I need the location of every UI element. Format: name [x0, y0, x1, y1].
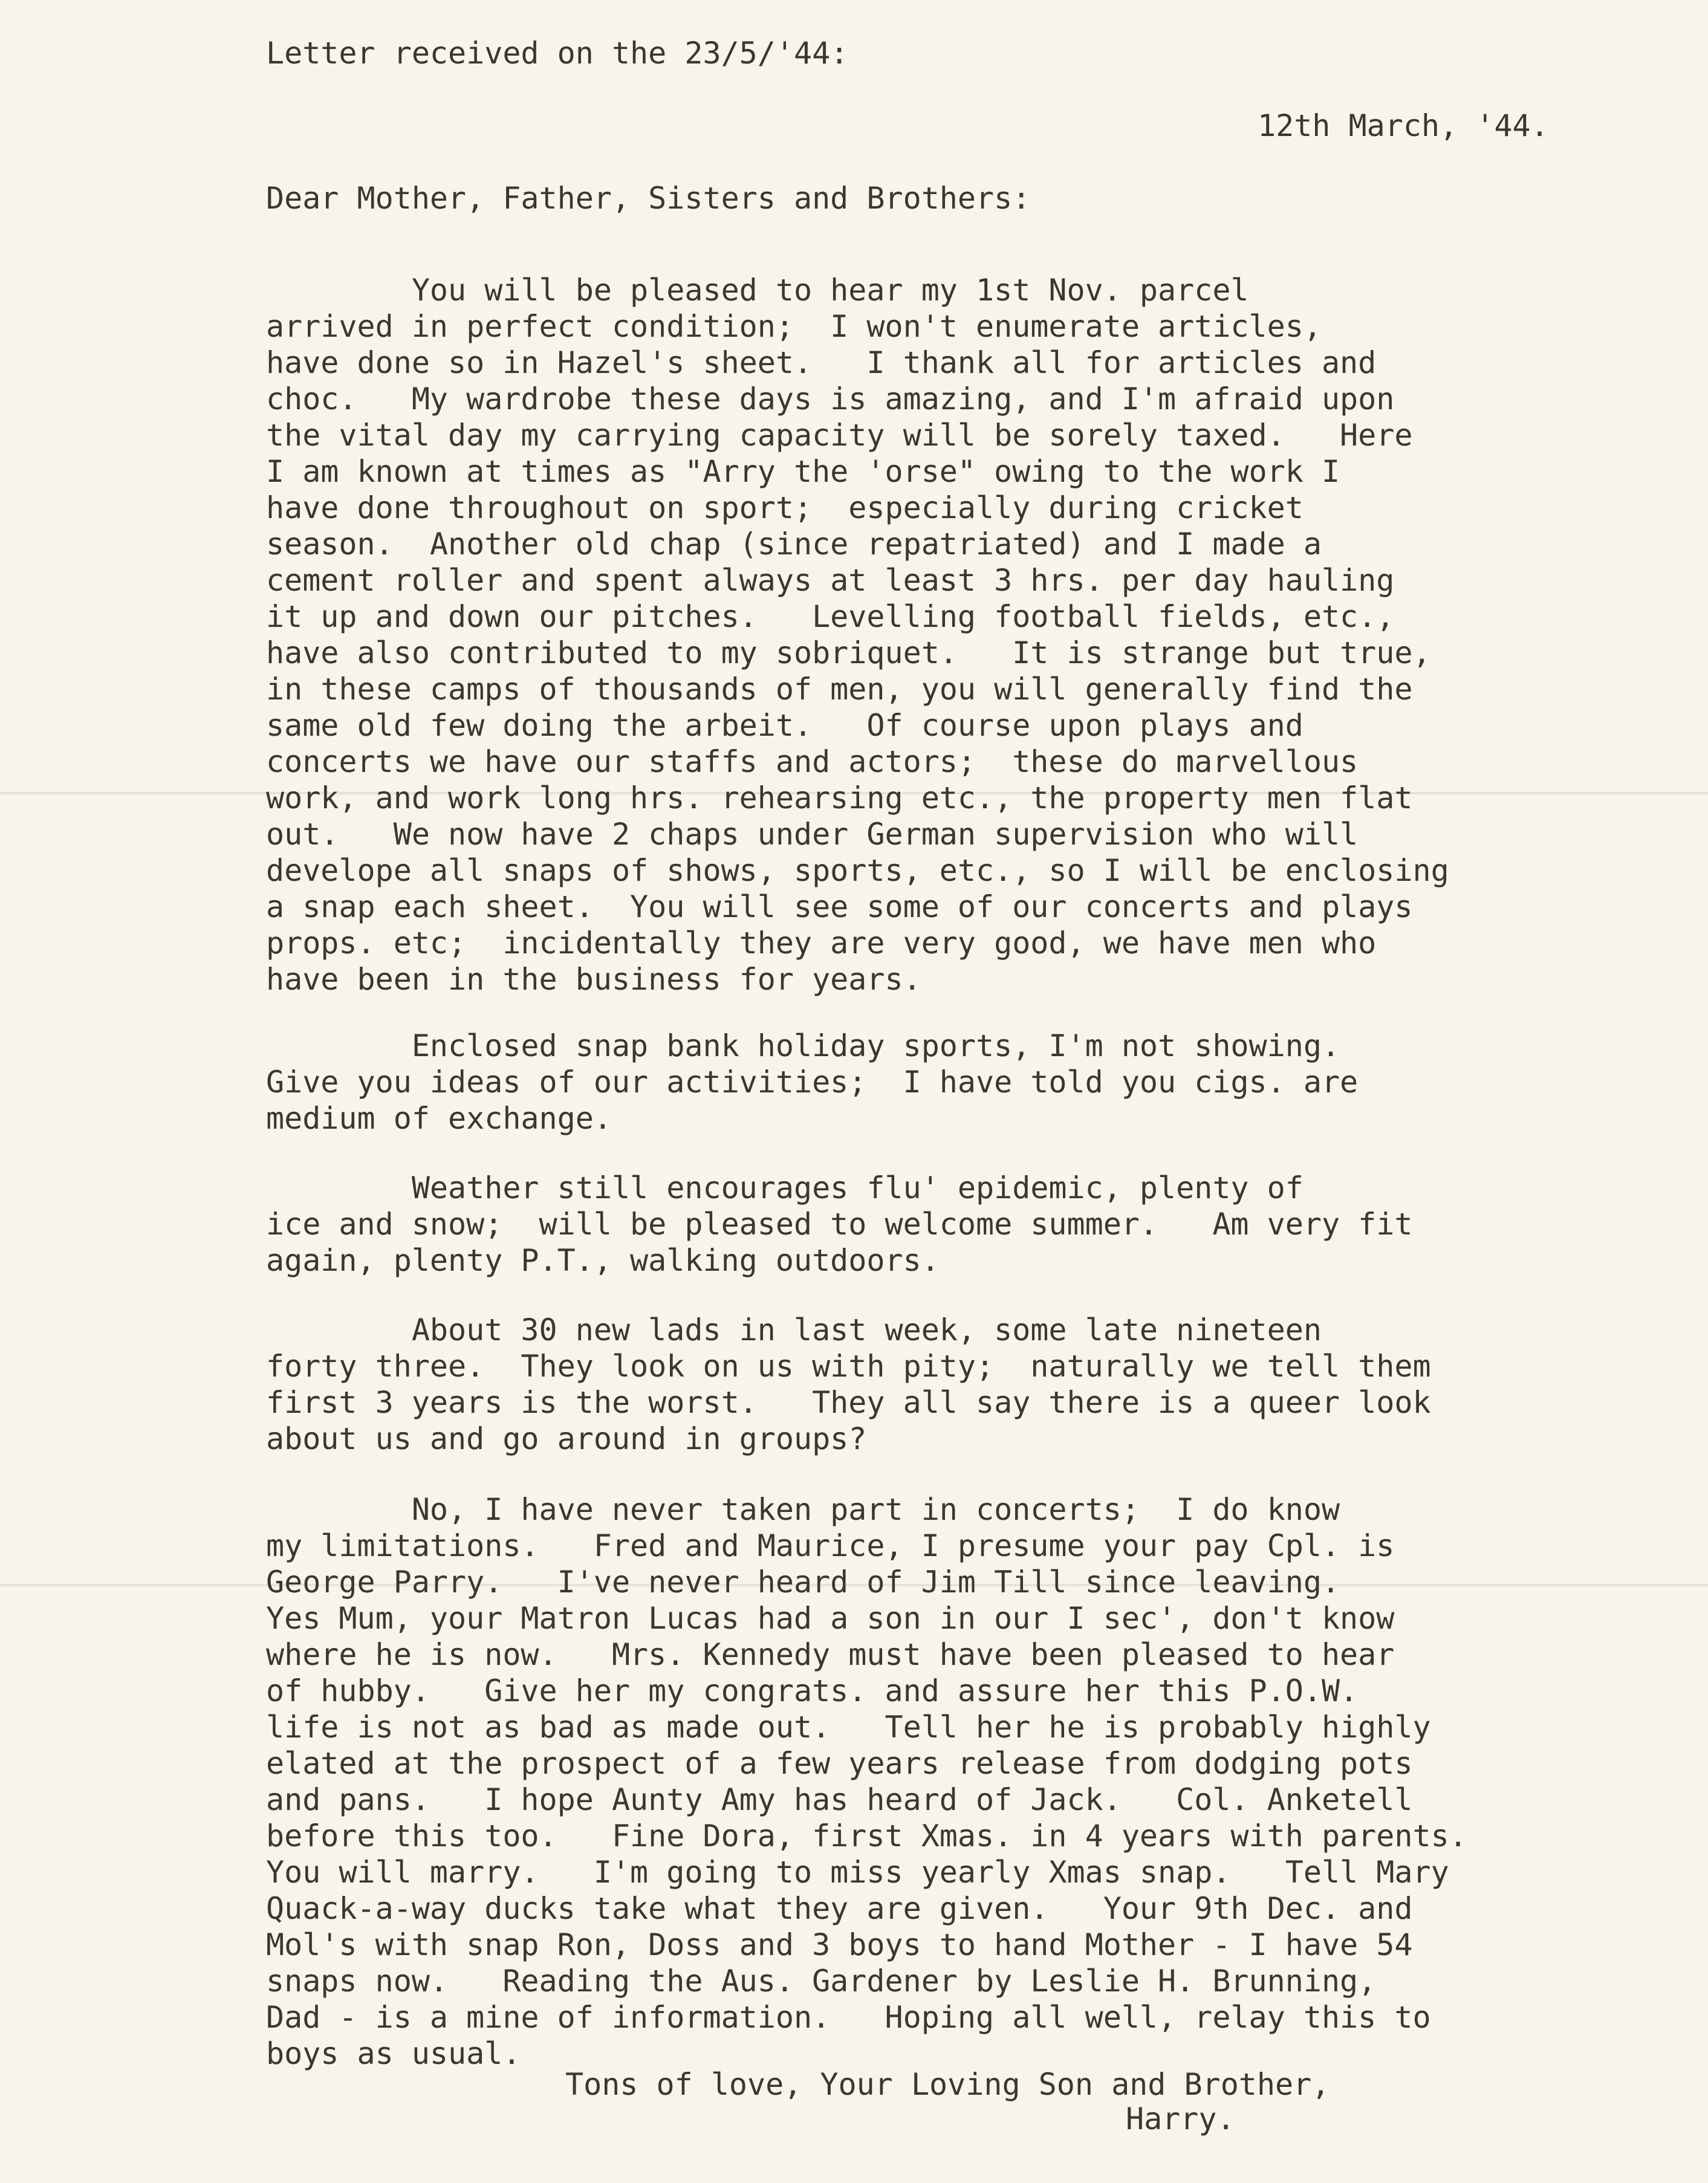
paragraph-1 — [266, 272, 1449, 997]
text-line: medium of exchange. — [266, 1101, 612, 1136]
text-line: it up and down our pitches. Levelling football fields, etc., — [266, 599, 1395, 634]
paragraph-5 — [266, 1491, 1467, 2072]
paragraph-2 — [266, 1028, 1358, 1137]
paragraph-3 — [266, 1170, 1412, 1279]
text-line: before this too. Fine Dora, first Xmas. in 4 years with parents. — [266, 1818, 1467, 1854]
text-line: arrived in perfect condition; I won't enumerate articles, — [266, 309, 1322, 344]
text-line: You will marry. I'm going to miss yearly Xmas snap. Tell Mary — [266, 1855, 1449, 1890]
text-line: forty three. They look on us with pity; naturally we tell them — [266, 1349, 1431, 1384]
text-line: about us and go around in groups? — [266, 1421, 867, 1456]
text-line: choc. My wardrobe these days is amazing, and I'm afraid upon — [266, 381, 1395, 417]
text-line: in these camps of thousands of men, you will generally find the — [266, 672, 1413, 707]
text-line: Weather still encourages flu' epidemic, plenty of — [266, 1170, 1304, 1205]
text-line: boys as usual. — [266, 2036, 521, 2071]
text-line: have been in the business for years. — [266, 962, 921, 997]
letter-date: 12th March, '44. — [1258, 108, 1549, 143]
text-line: where he is now. Mrs. Kennedy must have been pleased to hear — [266, 1637, 1395, 1672]
text-line: snaps now. Reading the Aus. Gardener by Leslie H. Brunning, — [266, 1964, 1377, 1999]
text-line: work, and work long hrs. rehearsing etc., the property men flat — [266, 780, 1413, 816]
text-line: of hubby. Give her my congrats. and assure her this P.O.W. — [266, 1673, 1359, 1708]
text-line: have done throughout on sport; especially during cricket — [266, 490, 1304, 525]
text-line: life is not as bad as made out. Tell her he is probably highly — [266, 1710, 1431, 1745]
text-line: develope all snaps of shows, sports, etc., so I will be enclosing — [266, 853, 1449, 888]
text-line: props. etc; incidentally they are very good, we have men who — [266, 926, 1377, 961]
text-line: About 30 new lads in last week, some late nineteen — [266, 1312, 1322, 1348]
text-line: my limitations. Fred and Maurice, I presume your pay Cpl. is — [266, 1528, 1395, 1563]
signature: Harry. — [1126, 2101, 1235, 2136]
text-line: I am known at times as "Arry the 'orse" owing to the work I — [266, 454, 1340, 489]
received-line: Letter received on the 23/5/'44: — [266, 36, 849, 71]
text-line: Quack-a-way ducks take what they are given. Your 9th Dec. and — [266, 1891, 1413, 1926]
text-line: a snap each sheet. You will see some of our concerts and plays — [266, 889, 1413, 924]
text-line: Mol's with snap Ron, Doss and 3 boys to hand Mother - I have 54 — [266, 1927, 1413, 1962]
text-line: again, plenty P.T., walking outdoors. — [266, 1243, 940, 1278]
text-line: and pans. I hope Aunty Amy has heard of Jack. Col. Anketell — [266, 1782, 1413, 1817]
salutation: Dear Mother, Father, Sisters and Brothers: — [266, 181, 1031, 216]
text-line: the vital day my carrying capacity will be sorely taxed. Here — [266, 418, 1413, 453]
text-line: cement roller and spent always at least 3 hrs. per day hauling — [266, 563, 1395, 598]
text-line: You will be pleased to hear my 1st Nov. parcel — [266, 273, 1249, 308]
text-line: Give you ideas of our activities; I have told you cigs. are — [266, 1065, 1359, 1100]
text-line: same old few doing the arbeit. Of course upon plays and — [266, 708, 1304, 743]
text-line: have done so in Hazel's sheet. I thank all for articles and — [266, 345, 1377, 380]
text-line: ice and snow; will be pleased to welcome summer. Am very fit — [266, 1207, 1413, 1242]
text-line: George Parry. I've never heard of Jim Till since leaving. — [266, 1565, 1340, 1600]
text-line: concerts we have our staffs and actors; these do marvellous — [266, 744, 1359, 779]
text-line: out. We now have 2 chaps under German supervision who will — [266, 817, 1359, 852]
text-line: have also contributed to my sobriquet. It is strange but true, — [266, 635, 1431, 670]
text-line: Enclosed snap bank holiday sports, I'm not showing. — [266, 1028, 1340, 1063]
paragraph-4 — [266, 1312, 1431, 1457]
text-line: Dad - is a mine of information. Hoping all well, relay this to — [266, 2000, 1431, 2035]
text-line: season. Another old chap (since repatriated) and I made a — [266, 527, 1322, 562]
text-line: elated at the prospect of a few years release from dodging pots — [266, 1746, 1413, 1781]
closing-line: Tons of love, Your Loving Son and Brother, — [565, 2067, 1330, 2102]
text-line: No, I have never taken part in concerts; I do know — [266, 1492, 1340, 1527]
text-line: first 3 years is the worst. They all say there is a queer look — [266, 1385, 1431, 1420]
text-line: Yes Mum, your Matron Lucas had a son in our I sec', don't know — [266, 1601, 1395, 1636]
